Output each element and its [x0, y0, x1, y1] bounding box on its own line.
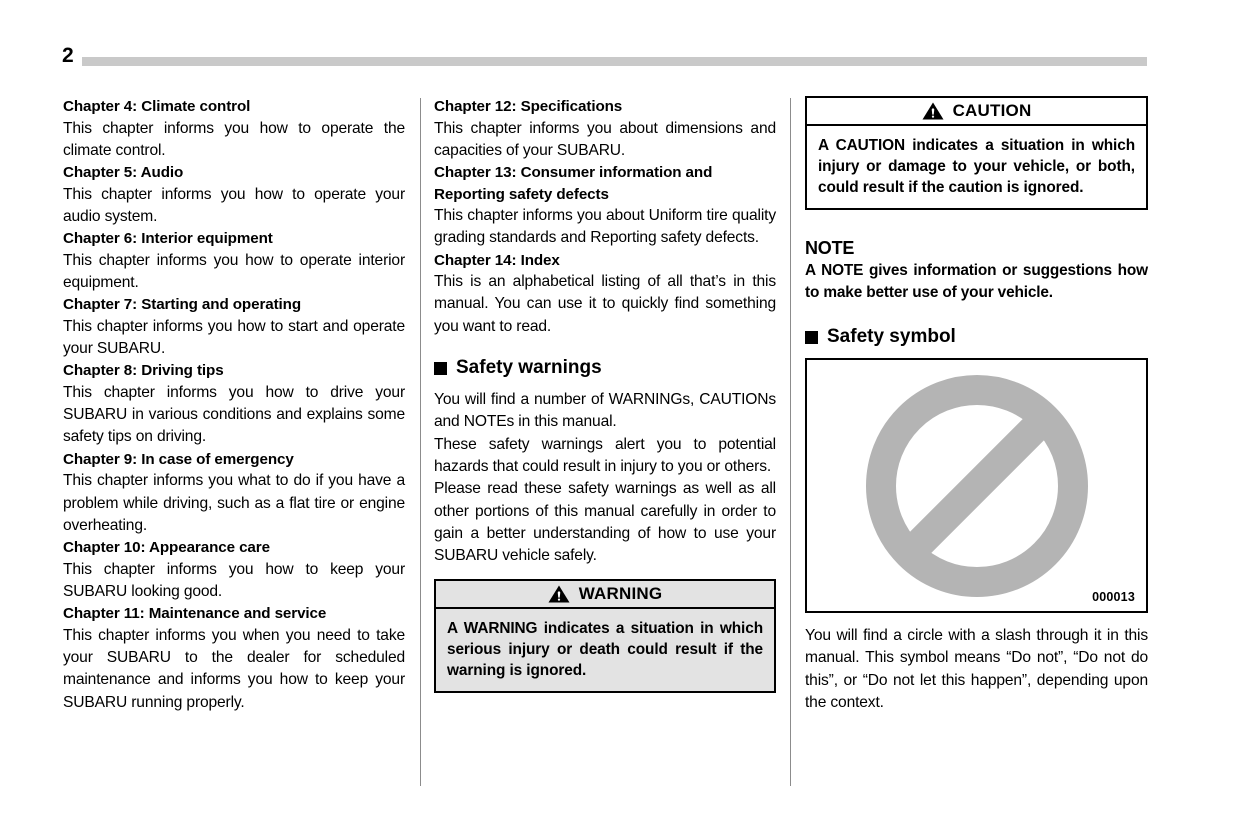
spacer: [805, 349, 1148, 358]
column-divider-right: [790, 98, 791, 786]
page-header: [0, 0, 1241, 80]
caution-box: [805, 96, 1148, 210]
section-heading-safety-warnings: [434, 356, 776, 380]
chapter-body: This chapter informs you about dimensions and capacities of your SUBARU.: [434, 119, 776, 159]
chapter-heading: Chapter 12: Specifications: [434, 98, 623, 115]
square-bullet-icon: [434, 362, 447, 375]
chapter-heading: Chapter 5: Audio: [63, 164, 184, 182]
spacer: [805, 613, 1148, 625]
chapter-body: This chapter informs you what to do if you have a problem while driving, such as a flat tire or engine overheating.: [63, 472, 405, 534]
prohibition-circle-slash-icon: [865, 374, 1089, 598]
chapter-heading: Chapter 10: Appearance care: [63, 539, 270, 557]
column-right: [805, 96, 1148, 714]
column-left: [63, 96, 405, 714]
square-bullet-icon: [805, 331, 818, 344]
chapter-body: This chapter informs you how to operate the climate control.: [63, 119, 405, 159]
caution-box-text: A CAUTION indicates a situation in which injury or damage to your vehicle, or both, could result if the caution is ignored.: [818, 137, 1135, 196]
spacer: [434, 567, 776, 579]
spacer: [805, 303, 1148, 325]
column-middle: [434, 96, 776, 693]
chapter-heading: Chapter 6: Interior equipment: [63, 230, 273, 248]
spacer: [805, 210, 1148, 236]
safety-symbol-description: You will find a circle with a slash through it in this manual. This symbol means “Do not”, “Do not do this”, or “Do not let this happen”, depending upon the context.: [805, 627, 1148, 711]
safety-warnings-paragraph: Please read these safety warnings as well as all other portions of this manual carefully in order to gain a better understanding of how to use your SUBARU vehicle safely.: [434, 480, 776, 565]
chapter-body: This chapter informs you how to operate your audio system.: [63, 185, 405, 225]
caution-box-title-bar: [805, 96, 1148, 126]
warning-box-title-bar: [434, 579, 776, 609]
warning-triangle-icon: [548, 585, 570, 603]
chapter-body: This chapter informs you how to operate interior equipment.: [63, 251, 405, 291]
header-rule: [82, 57, 1147, 68]
safety-symbol-figure: [805, 358, 1148, 613]
chapter-heading: Chapter 14: Index: [434, 251, 560, 269]
chapter-heading: Chapter 13: Consumer information and Reporting safety defects: [434, 164, 713, 203]
warning-box: [434, 579, 776, 693]
chapter-body: This chapter informs you how to keep your SUBARU looking good.: [63, 560, 405, 600]
spacer: [434, 338, 776, 356]
caution-box-title: CAUTION: [952, 101, 1032, 120]
note-heading: NOTE: [805, 238, 855, 258]
page-columns: [0, 96, 1241, 796]
section-heading-safety-symbol: [805, 325, 1148, 349]
chapter-heading: Chapter 7: Starting and operating: [63, 296, 302, 314]
chapter-heading: Chapter 8: Driving tips: [63, 362, 224, 380]
warning-box-body: [434, 609, 776, 693]
figure-caption: 000013: [1092, 590, 1135, 604]
caution-box-body: [805, 126, 1148, 210]
column-divider-left: [420, 98, 421, 786]
page-number: 2: [62, 44, 74, 67]
warning-box-title: WARNING: [578, 584, 663, 604]
chapter-body: This chapter informs you when you need to take your SUBARU to the dealer for scheduled maintenance and informs you how to keep your SUBARU running properly.: [63, 626, 405, 711]
section-heading-label: Safety warnings: [456, 357, 602, 379]
chapter-body: This chapter informs you about Uniform tire quality grading standards and Reporting safety defects.: [434, 207, 776, 247]
safety-warnings-paragraph: You will find a number of WARNINGs, CAUTIONs and NOTEs in this manual.: [434, 391, 776, 431]
safety-warnings-paragraph: These safety warnings alert you to potential hazards that could result in injury to you or others.: [434, 435, 776, 475]
note-body: A NOTE gives information or suggestions how to make better use of your vehicle.: [805, 262, 1148, 301]
chapter-heading: Chapter 11: Maintenance and service: [63, 605, 327, 623]
chapter-body: This chapter informs you how to start and operate your SUBARU.: [63, 317, 405, 358]
chapter-body: This chapter informs you how to drive your SUBARU in various conditions and explains some safety tips on driving.: [63, 383, 405, 446]
spacer: [434, 380, 776, 389]
chapter-body: This is an alphabetical listing of all that’s in this manual. You can use it to quickly find something you want to read.: [434, 273, 776, 335]
chapter-heading: Chapter 4: Climate control: [63, 98, 251, 115]
chapter-heading: Chapter 9: In case of emergency: [63, 450, 294, 468]
section-heading-label: Safety symbol: [827, 326, 956, 347]
warning-box-text: A WARNING indicates a situation in which serious injury or death could result if the warning is ignored.: [447, 620, 763, 680]
warning-triangle-icon: [922, 102, 944, 120]
